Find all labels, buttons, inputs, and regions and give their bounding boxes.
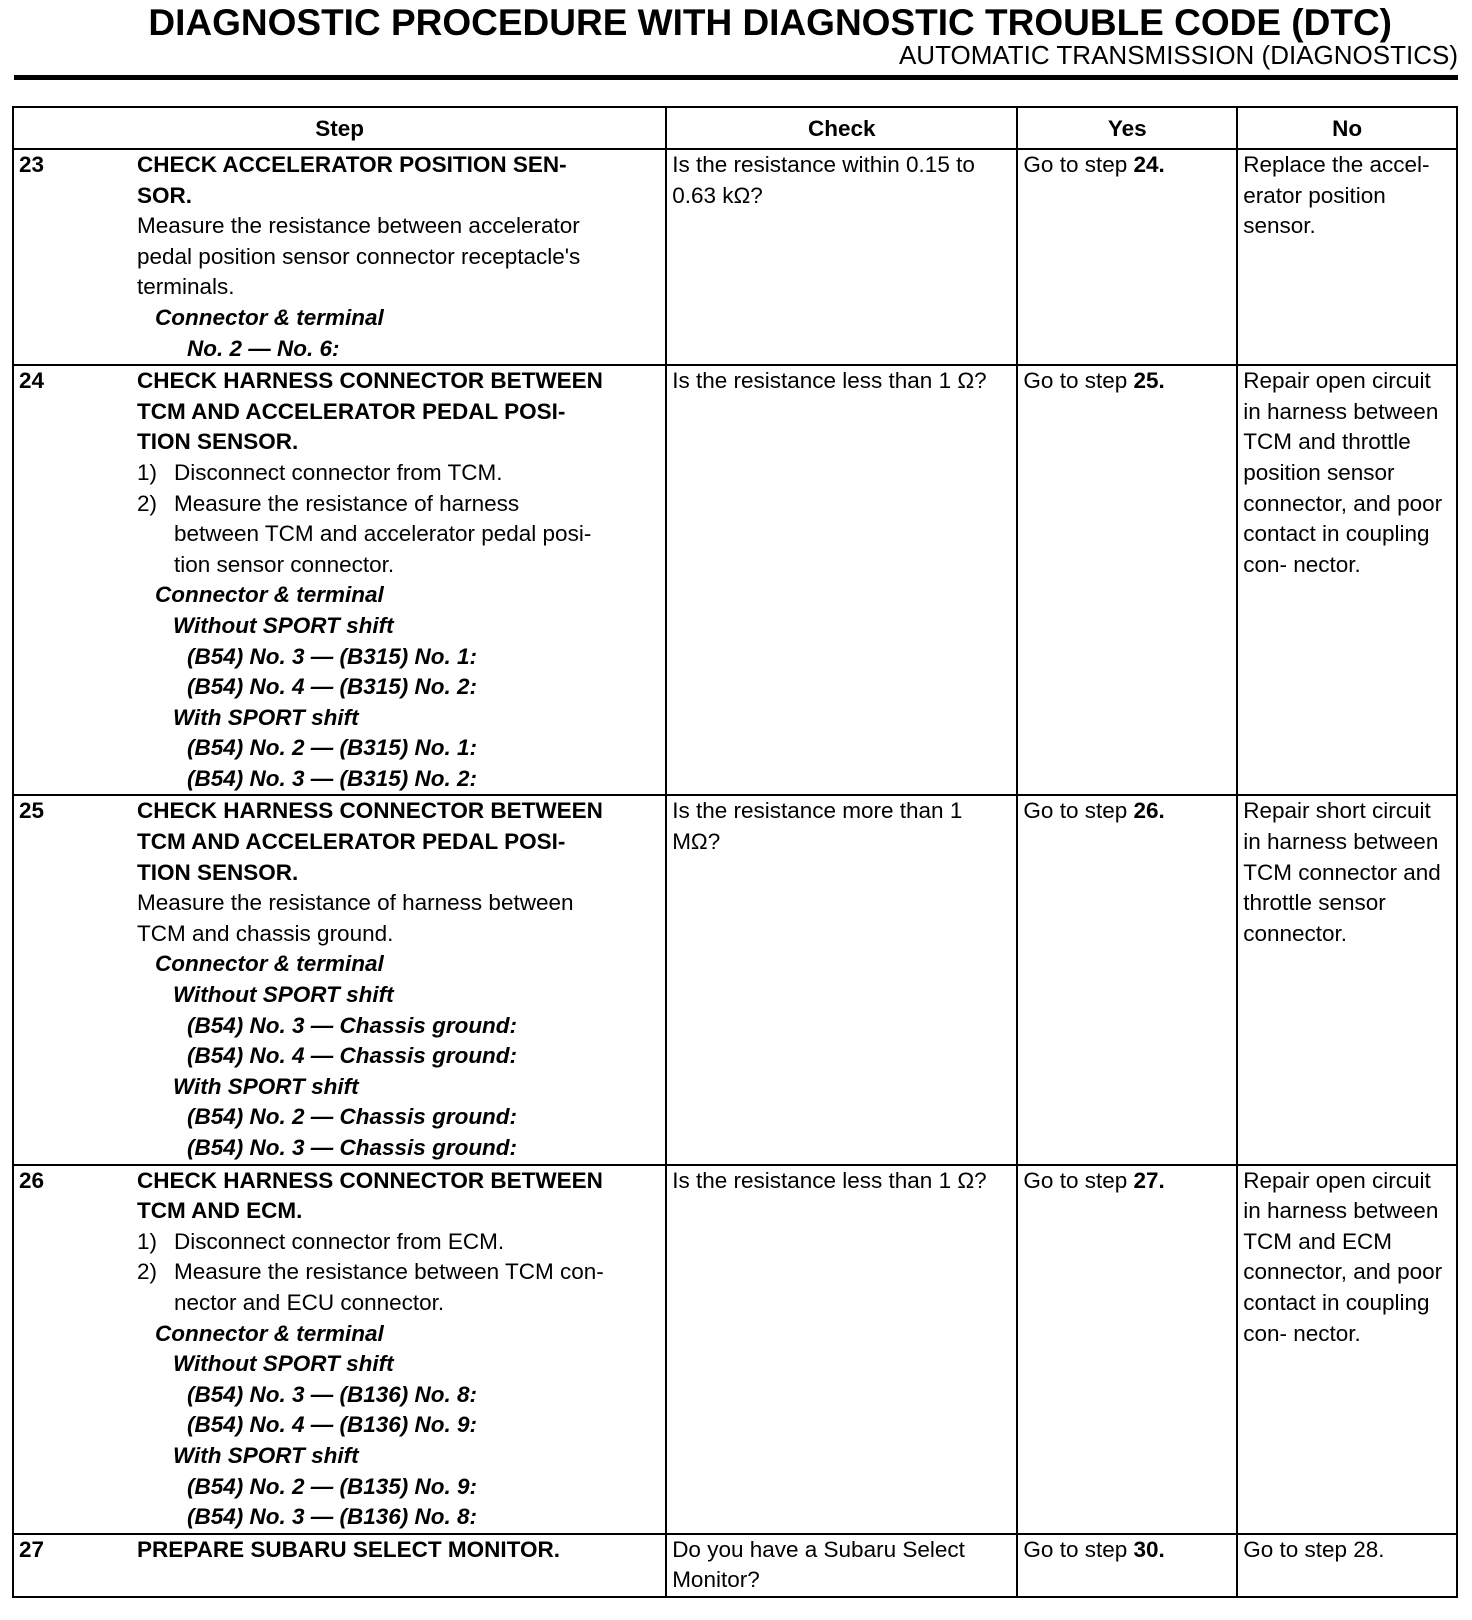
step-title-line: TCM AND ACCELERATOR PEDAL POSI-	[137, 398, 566, 424]
table-row	[13, 795, 1457, 1164]
list-item	[137, 458, 660, 489]
list-marker: 1)	[137, 459, 158, 485]
yes-step-link: 24.	[1133, 152, 1165, 177]
header-rule	[14, 75, 1458, 80]
connector-label: Connector & terminal	[155, 582, 384, 608]
list-item-line: between TCM and accelerator pedal posi-	[174, 521, 592, 547]
step-title-line: TION SENSOR.	[137, 429, 299, 455]
terminal-line: (B54) No. 3 — (B315) No. 1:	[187, 643, 478, 669]
yes-text: Go to step	[1023, 798, 1134, 824]
yes-step-link: 30.	[1133, 1536, 1165, 1562]
col-header-no: No	[1237, 107, 1457, 149]
yes-cell	[1017, 365, 1237, 795]
connector-label: Connector & terminal	[155, 951, 384, 977]
yes-step-link: 27.	[1133, 1167, 1165, 1193]
list-item	[137, 489, 660, 581]
page-title: DIAGNOSTIC PROCEDURE WITH DIAGNOSTIC TROUBLE CODE (DTC)	[148, 2, 1392, 43]
list-item-line: nector and ECU connector.	[174, 1289, 445, 1315]
step-number: 26	[19, 1167, 45, 1193]
yes-text: Go to step	[1023, 1167, 1134, 1193]
step-title-line: CHECK HARNESS CONNECTOR BETWEEN	[137, 368, 603, 394]
terminal-line: (B54) No. 3 — (B315) No. 2:	[187, 765, 478, 791]
variant-label: With SPORT shift	[173, 704, 359, 730]
connector-label: Connector & terminal	[155, 1320, 384, 1346]
table-header-row	[13, 107, 1457, 149]
terminal-line: No. 2 — No. 6:	[187, 335, 340, 361]
list-marker: 2)	[137, 490, 158, 516]
yes-cell	[1017, 149, 1237, 365]
step-cell	[13, 365, 666, 795]
step-title-line: PREPARE SUBARU SELECT MONITOR.	[137, 1536, 560, 1562]
list-item	[137, 1227, 660, 1258]
variant-label: With SPORT shift	[173, 1442, 359, 1468]
variant-label: Without SPORT shift	[173, 1351, 394, 1377]
list-item-line: tion sensor connector.	[174, 551, 395, 577]
page-subtitle: AUTOMATIC TRANSMISSION (DIAGNOSTICS)	[898, 40, 1458, 70]
table-row	[13, 1165, 1457, 1534]
col-header-check: Check	[666, 107, 1017, 149]
table-row	[13, 1534, 1457, 1597]
terminal-line: (B54) No. 4 — Chassis ground:	[187, 1043, 518, 1069]
list-item-line: Measure the resistance of harness	[174, 490, 520, 516]
yes-cell	[1017, 1165, 1237, 1534]
step-title-line: CHECK HARNESS CONNECTOR BETWEEN	[137, 798, 603, 824]
step-text-line: Measure the resistance of harness between	[137, 890, 574, 916]
list-marker: 2)	[137, 1259, 158, 1285]
step-title-line: TION SENSOR.	[137, 859, 299, 885]
terminal-line: (B54) No. 3 — Chassis ground:	[187, 1135, 518, 1160]
step-body	[137, 150, 660, 364]
table-body	[13, 149, 1457, 1597]
step-cell	[13, 1534, 666, 1597]
yes-text: Go to step	[1023, 1536, 1134, 1562]
list-item-line: Measure the resistance between TCM con-	[174, 1259, 604, 1285]
step-title-line: CHECK HARNESS CONNECTOR BETWEEN	[137, 1167, 603, 1193]
yes-cell	[1017, 1534, 1237, 1597]
step-body	[137, 366, 660, 794]
list-item-line: Disconnect connector from ECM.	[174, 1228, 505, 1254]
terminal-line: (B54) No. 3 — (B136) No. 8:	[187, 1504, 478, 1530]
step-cell	[13, 1165, 666, 1534]
no-cell: Repair open circuit in harness between TCM and ECM connector, and poor contact in coupling con- nector.	[1237, 1165, 1457, 1534]
step-number: 24	[19, 368, 45, 394]
step-title-line: CHECK ACCELERATOR POSITION SEN-	[137, 152, 567, 177]
step-body	[137, 1535, 660, 1566]
terminal-line: (B54) No. 3 — (B136) No. 8:	[187, 1381, 478, 1407]
variant-label: Without SPORT shift	[173, 982, 394, 1008]
step-cell	[13, 149, 666, 365]
step-number: 27	[19, 1536, 45, 1562]
terminal-line: (B54) No. 3 — Chassis ground:	[187, 1012, 518, 1038]
check-cell: Is the resistance less than 1 Ω?	[666, 1165, 1017, 1534]
step-cell	[13, 795, 666, 1164]
procedure-table	[12, 106, 1458, 1598]
list-item	[137, 1257, 660, 1318]
step-title-line: TCM AND ECM.	[137, 1198, 303, 1224]
terminal-line: (B54) No. 2 — (B315) No. 1:	[187, 735, 478, 761]
check-cell: Is the resistance within 0.15 to 0.63 kΩ?	[666, 149, 1017, 365]
no-cell: Repair short circuit in harness between TCM connector and throttle sensor connector.	[1237, 795, 1457, 1164]
no-cell: Go to step 28.	[1237, 1534, 1457, 1597]
yes-step-link: 26.	[1133, 798, 1165, 824]
terminal-line: (B54) No. 2 — Chassis ground:	[187, 1104, 518, 1130]
check-cell: Is the resistance less than 1 Ω?	[666, 365, 1017, 795]
step-title-line: SOR.	[137, 182, 193, 208]
no-cell: Repair open circuit in harness between TCM and throttle position sensor connector, and poor contact in coupling con- nector.	[1237, 365, 1457, 795]
table-row	[13, 149, 1457, 365]
table-row	[13, 365, 1457, 795]
terminal-line: (B54) No. 4 — (B315) No. 2:	[187, 674, 478, 700]
yes-step-link: 25.	[1133, 368, 1165, 394]
step-body	[137, 1166, 660, 1533]
no-cell: Replace the accel- erator position sensor.	[1237, 149, 1457, 365]
step-body	[137, 796, 660, 1163]
step-number: 23	[19, 152, 45, 177]
yes-text: Go to step	[1023, 368, 1134, 394]
check-cell: Is the resistance more than 1 MΩ?	[666, 795, 1017, 1164]
variant-label: With SPORT shift	[173, 1073, 359, 1099]
terminal-line: (B54) No. 2 — (B135) No. 9:	[187, 1473, 478, 1499]
col-header-yes: Yes	[1017, 107, 1237, 149]
check-cell: Do you have a Subaru Select Monitor?	[666, 1534, 1017, 1597]
variant-label: Without SPORT shift	[173, 612, 394, 638]
list-marker: 1)	[137, 1228, 158, 1254]
list-item-line: Disconnect connector from TCM.	[174, 459, 503, 485]
terminal-line: (B54) No. 4 — (B136) No. 9:	[187, 1412, 478, 1438]
step-text-line: Measure the resistance between accelerator	[137, 213, 580, 239]
step-title-line: TCM AND ACCELERATOR PEDAL POSI-	[137, 829, 566, 855]
connector-label: Connector & terminal	[155, 304, 384, 330]
step-number: 25	[19, 798, 45, 824]
step-text-line: pedal position sensor connector receptacle's	[137, 243, 581, 269]
step-text-line: TCM and chassis ground.	[137, 920, 394, 946]
col-header-step: Step	[13, 107, 666, 149]
yes-text: Go to step	[1023, 152, 1134, 177]
yes-cell	[1017, 795, 1237, 1164]
step-text-line: terminals.	[137, 274, 235, 300]
